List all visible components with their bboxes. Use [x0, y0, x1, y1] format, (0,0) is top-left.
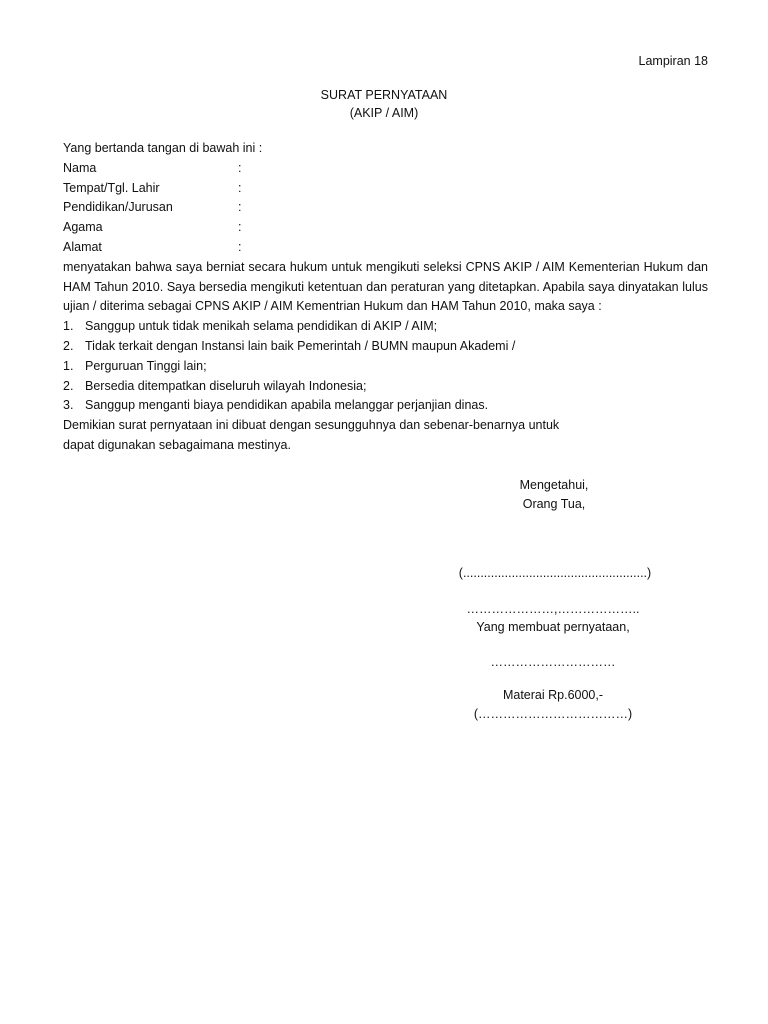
field-colon: :	[238, 239, 242, 254]
list-text: Perguruan Tinggi lain;	[85, 358, 207, 373]
list-item	[63, 377, 708, 397]
intro-text: Yang bertanda tangan di bawah ini :	[63, 141, 263, 155]
list-item	[63, 357, 708, 377]
acknowledged-label: Mengetahui,	[519, 478, 589, 492]
field-address	[63, 238, 708, 258]
maker-dots: …………………………	[490, 655, 616, 669]
maker-label: Yang membuat pernyataan,	[476, 620, 630, 634]
stamp-label: Materai Rp.6000,-	[502, 688, 604, 702]
list-number: 1.	[63, 358, 74, 373]
field-education	[63, 198, 708, 218]
statement-paragraph: menyatakan bahwa saya berniat secara hukum untuk mengikuti seleksi CPNS AKIP / AIM Kementerian Hukum dan HAM Tahun 2010. Saya bersedia mengikuti ketentuan dan peraturan yang ditetapkan. Apabila saya dinyatakan lulus ujian / diterima sebagai CPNS AKIP / AIM Kementrian Hukum dan HAM Tahun 2010, maka saya :	[63, 259, 708, 314]
document-title-block	[0, 86, 768, 122]
list-item	[63, 337, 708, 357]
field-colon: :	[238, 220, 242, 235]
document-title: SURAT PERNYATAAN	[320, 88, 448, 102]
list-item	[63, 317, 708, 337]
field-colon: :	[238, 200, 242, 215]
list-text: Sanggup menganti biaya pendidikan apabila melanggar perjanjian dinas.	[85, 398, 489, 413]
list-number: 2.	[63, 378, 74, 393]
list-text: Tidak terkait dengan Instansi lain baik Pemerintah / BUMN maupun Akademi /	[85, 338, 516, 353]
closing-line: Demikian surat pernyataan ini dibuat dengan sesungguhnya dan sebenar-benarnya untuk	[63, 418, 560, 433]
field-label: Nama	[63, 160, 97, 175]
list-number: 3.	[63, 398, 74, 413]
attachment-number: Lampiran 18	[638, 54, 708, 68]
list-item	[63, 396, 708, 416]
identity-fields	[63, 159, 708, 258]
list-text: Bersedia ditempatkan diseluruh wilayah Indonesia;	[85, 378, 367, 393]
list-number: 2.	[63, 338, 74, 353]
commitment-list	[63, 317, 708, 416]
field-name	[63, 159, 708, 179]
list-text: Sanggup untuk tidak menikah selama pendidikan di AKIP / AIM;	[85, 319, 438, 334]
parent-name-blank: (.....................................................)	[458, 566, 652, 580]
parent-label: Orang Tua,	[522, 497, 586, 511]
field-label: Pendidikan/Jurusan	[63, 200, 173, 215]
place-date-blank: …………………,………………..	[466, 602, 640, 616]
closing-line: dapat digunakan sebagaimana mestinya.	[63, 437, 291, 452]
list-number: 1.	[63, 319, 74, 334]
field-birthplace-date	[63, 179, 708, 199]
field-label: Agama	[63, 220, 103, 235]
document-subtitle: (AKIP / AIM)	[349, 106, 419, 120]
field-colon: :	[238, 160, 242, 175]
field-colon: :	[238, 180, 242, 195]
field-religion	[63, 218, 708, 238]
field-label: Alamat	[63, 239, 102, 254]
field-label: Tempat/Tgl. Lahir	[63, 180, 160, 195]
document-body	[63, 139, 708, 456]
maker-name-blank: (………………………………)	[473, 707, 633, 721]
